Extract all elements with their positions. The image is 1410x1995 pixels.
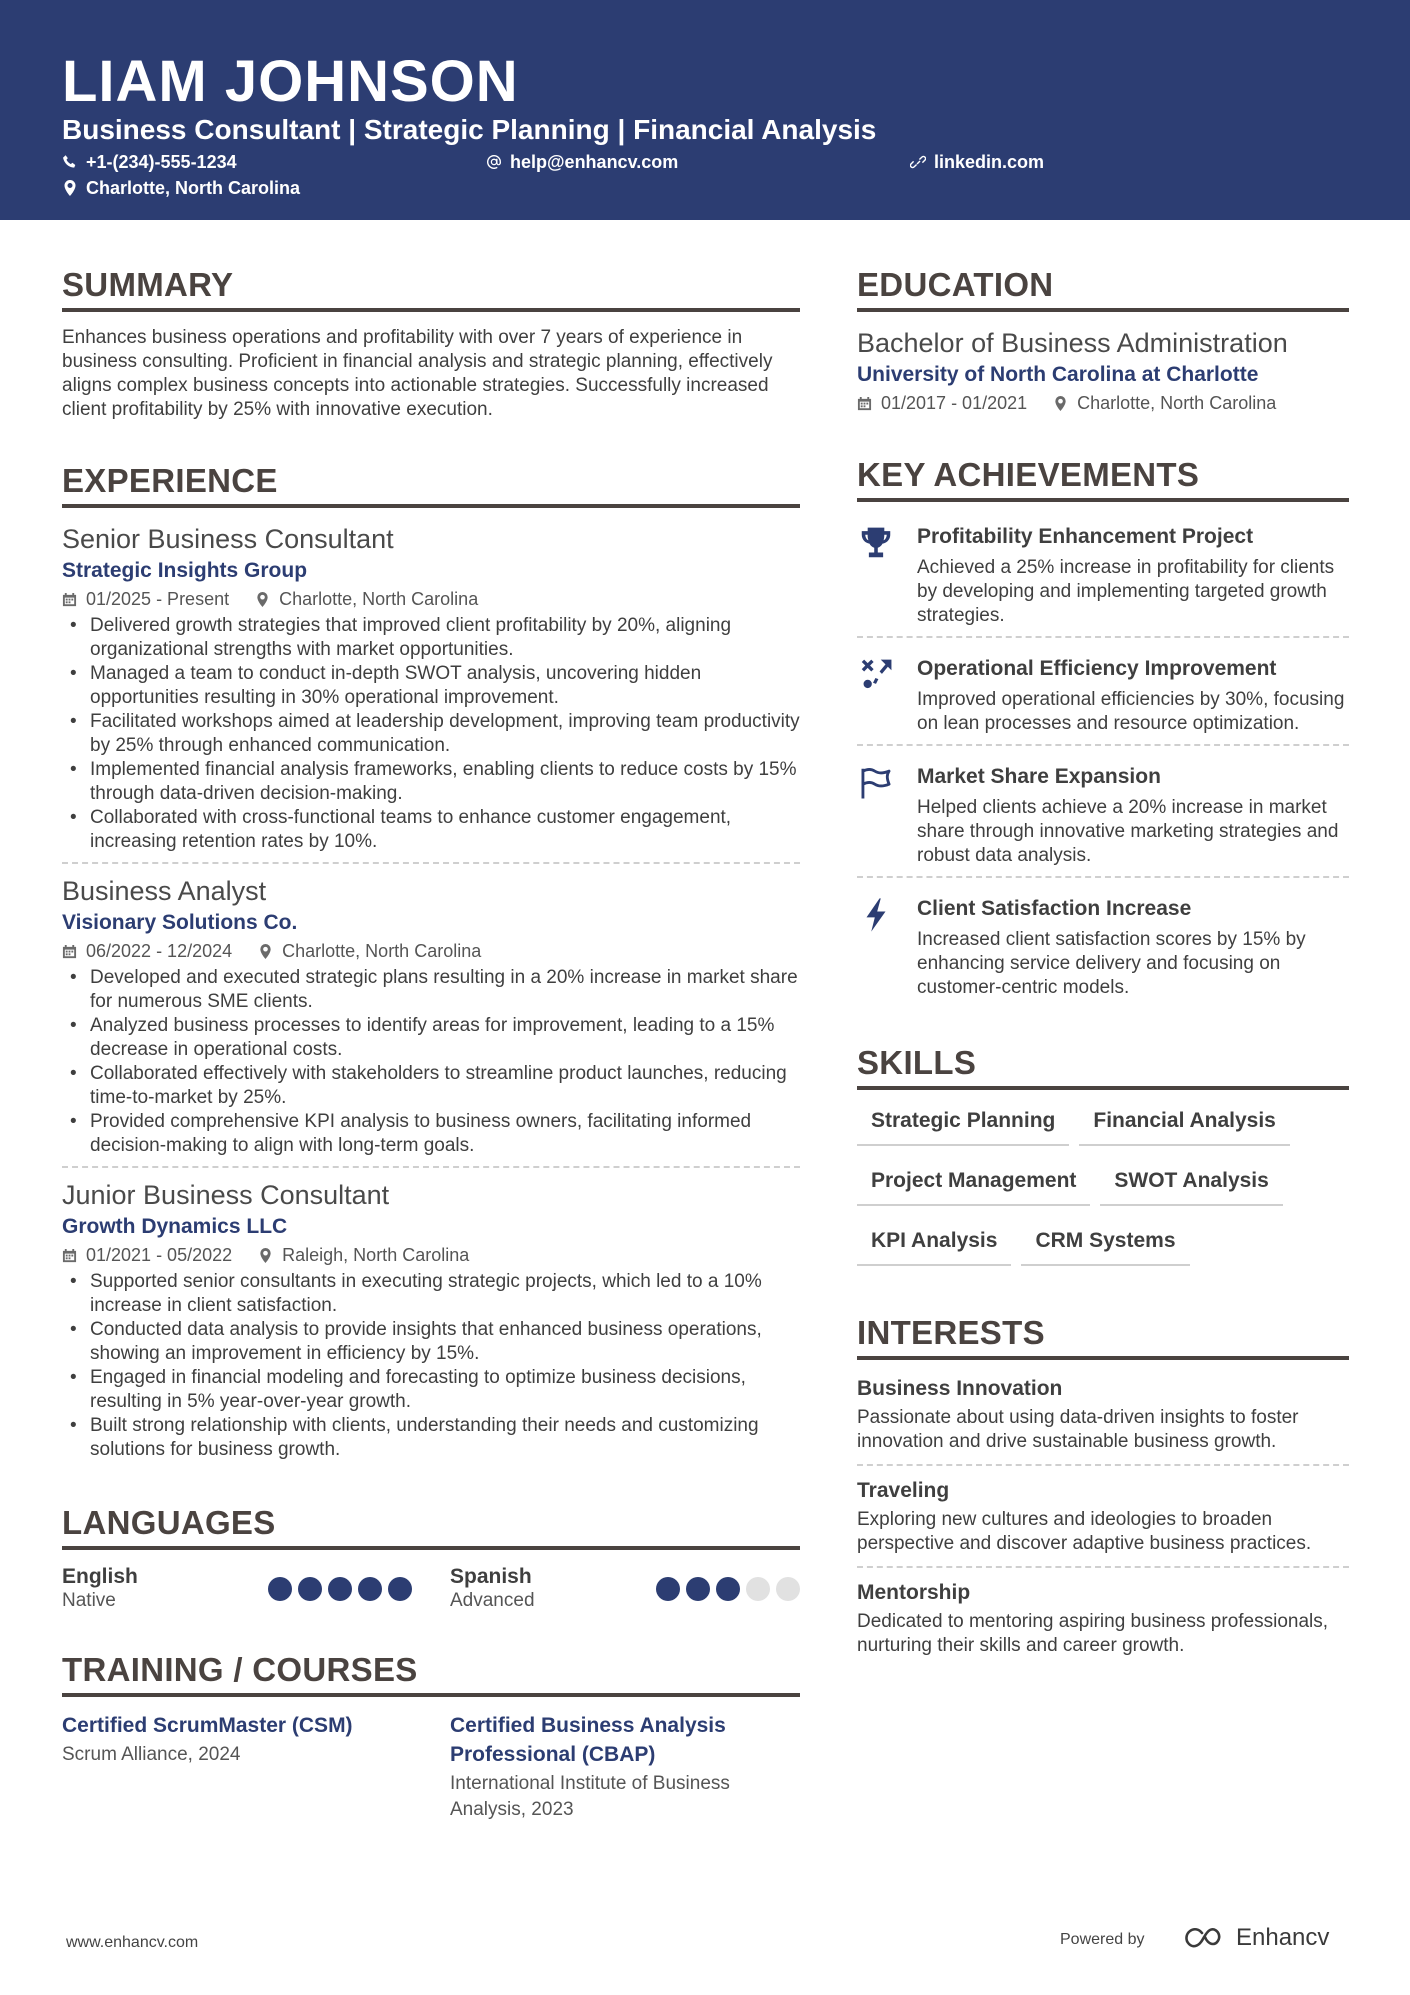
interests-heading: INTERESTS bbox=[857, 1310, 1349, 1360]
achievements-heading: KEY ACHIEVEMENTS bbox=[857, 452, 1349, 502]
location-pin-icon bbox=[258, 1248, 273, 1263]
language-rating bbox=[656, 1577, 800, 1601]
job-company: Growth Dynamics LLC bbox=[62, 1215, 288, 1238]
calendar-icon bbox=[62, 1248, 77, 1263]
achievement-desc: Increased client satisfaction scores by 15% by enhancing service delivery and focusing on customer-centric models. bbox=[917, 929, 1306, 998]
rating-dot-empty bbox=[776, 1577, 800, 1601]
language-level: Native bbox=[62, 1590, 116, 1611]
courses-list bbox=[62, 1711, 800, 1823]
language-item bbox=[450, 1564, 800, 1613]
language-name: English bbox=[62, 1565, 138, 1588]
rating-dot-filled bbox=[358, 1577, 382, 1601]
brand-logo[interactable] bbox=[1180, 1924, 1329, 1952]
skill-tag: KPI Analysis bbox=[857, 1224, 1011, 1266]
rating-dot-empty bbox=[746, 1577, 770, 1601]
summary-heading: SUMMARY bbox=[62, 262, 800, 312]
rating-dot-filled bbox=[686, 1577, 710, 1601]
language-level: Advanced bbox=[450, 1590, 535, 1611]
job-location: Raleigh, North Carolina bbox=[282, 1245, 470, 1265]
enhancv-logo-icon bbox=[1180, 1925, 1228, 1951]
rating-dot-filled bbox=[716, 1577, 740, 1601]
course-item bbox=[450, 1711, 800, 1823]
interest-item bbox=[857, 1476, 1349, 1568]
resume-header bbox=[0, 0, 1410, 220]
candidate-title: Business Consultant | Strategic Planning | Financial Analysis bbox=[62, 114, 877, 145]
job-role: Junior Business Consultant bbox=[62, 1180, 390, 1210]
trophy-icon bbox=[857, 524, 895, 562]
achievement-desc: Improved operational efficiencies by 30%, focusing on lean processes and resource optimization. bbox=[917, 689, 1345, 734]
languages-heading: LANGUAGES bbox=[62, 1500, 800, 1550]
course-title: Certified ScrumMaster (CSM) bbox=[62, 1714, 353, 1737]
education-degree: Bachelor of Business Administration bbox=[857, 328, 1288, 358]
experience-heading: EXPERIENCE bbox=[62, 458, 800, 508]
achievement-title: Client Satisfaction Increase bbox=[917, 897, 1192, 920]
achievement-title: Market Share Expansion bbox=[917, 765, 1161, 788]
interest-desc: Passionate about using data-driven insights to foster innovation and drive sustainable business growth. bbox=[857, 1407, 1299, 1452]
interest-title: Business Innovation bbox=[857, 1377, 1063, 1400]
job-bullet: • Implemented financial analysis frameworks, enabling clients to reduce costs by 15% through data-driven decision-making. bbox=[62, 758, 800, 806]
location-pin-icon bbox=[255, 592, 270, 607]
job-role: Senior Business Consultant bbox=[62, 524, 394, 554]
brand-name: Enhancv bbox=[1236, 1924, 1330, 1951]
course-provider: International Institute of Business Analysis, 2023 bbox=[450, 1773, 730, 1820]
achievement-desc: Achieved a 25% increase in profitability for clients by developing and implementing targeted growth strategies. bbox=[917, 557, 1335, 626]
education-meta bbox=[857, 390, 1349, 416]
achievement-item bbox=[857, 756, 1349, 878]
job-location: Charlotte, North Carolina bbox=[282, 941, 482, 961]
skill-tag: Strategic Planning bbox=[857, 1104, 1069, 1146]
rating-dot-filled bbox=[656, 1577, 680, 1601]
flag-icon bbox=[857, 764, 895, 802]
job-bullet: • Collaborated effectively with stakeholders to streamline product launches, reducing time-to-market by 25%. bbox=[62, 1062, 800, 1110]
job-dates: 01/2021 - 05/2022 bbox=[86, 1245, 233, 1265]
location-pin-icon bbox=[258, 944, 273, 959]
job-bullet: • Developed and executed strategic plans resulting in a 20% increase in market share for numerous SME clients. bbox=[62, 966, 800, 1014]
job-bullets bbox=[62, 614, 800, 854]
interest-title: Traveling bbox=[857, 1479, 950, 1502]
lightning-icon bbox=[857, 896, 895, 934]
achievement-title: Profitability Enhancement Project bbox=[917, 525, 1254, 548]
location-pin-icon bbox=[62, 180, 78, 196]
languages-list bbox=[62, 1564, 800, 1613]
powered-by-label: Powered by bbox=[1060, 1931, 1145, 1948]
interest-desc: Dedicated to mentoring aspiring business professionals, nurturing their skills and career growth. bbox=[857, 1611, 1329, 1656]
course-provider: Scrum Alliance, 2024 bbox=[62, 1744, 241, 1765]
job-company: Visionary Solutions Co. bbox=[62, 911, 298, 934]
skill-tag: CRM Systems bbox=[1021, 1224, 1189, 1266]
job-bullet: • Collaborated with cross-functional teams to enhance customer engagement, increasing retention rates by 10%. bbox=[62, 806, 800, 854]
course-item bbox=[62, 1711, 412, 1823]
language-name: Spanish bbox=[450, 1565, 532, 1588]
phone-icon bbox=[62, 154, 78, 170]
strategy-icon bbox=[857, 656, 895, 694]
skills-list bbox=[857, 1104, 1349, 1266]
contact-location bbox=[62, 177, 300, 199]
job-bullet: • Built strong relationship with clients, understanding their needs and customizing solutions for business growth. bbox=[62, 1414, 800, 1462]
education-dates: 01/2017 - 01/2021 bbox=[881, 393, 1028, 413]
job-bullets bbox=[62, 1270, 800, 1462]
footer-url[interactable]: www.enhancv.com bbox=[66, 1934, 199, 1951]
job-bullet: • Managed a team to conduct in-depth SWOT analysis, uncovering hidden opportunities resulting in 30% operational improvement. bbox=[62, 662, 800, 710]
job-meta bbox=[62, 586, 800, 612]
link-icon bbox=[910, 154, 926, 170]
training-heading: TRAINING / COURSES bbox=[62, 1647, 800, 1697]
achievement-title: Operational Efficiency Improvement bbox=[917, 657, 1277, 680]
at-icon bbox=[486, 154, 502, 170]
job-bullet: • Engaged in financial modeling and forecasting to optimize business decisions, resulting in 5% year-over-year growth. bbox=[62, 1366, 800, 1414]
interest-title: Mentorship bbox=[857, 1581, 971, 1604]
right-column bbox=[857, 262, 1349, 1678]
rating-dot-filled bbox=[328, 1577, 352, 1601]
skill-tag: Financial Analysis bbox=[1079, 1104, 1289, 1146]
job-meta bbox=[62, 1242, 800, 1268]
contact-linkedin[interactable] bbox=[910, 151, 1044, 173]
skill-tag: SWOT Analysis bbox=[1100, 1164, 1282, 1206]
job-entry bbox=[62, 1178, 800, 1470]
rating-dot-filled bbox=[298, 1577, 322, 1601]
education-location: Charlotte, North Carolina bbox=[1077, 393, 1277, 413]
job-dates: 01/2025 - Present bbox=[86, 589, 230, 609]
location-pin-icon bbox=[1053, 396, 1068, 411]
rating-dot-filled bbox=[268, 1577, 292, 1601]
job-meta bbox=[62, 938, 800, 964]
candidate-name: LIAM JOHNSON bbox=[62, 49, 519, 114]
interest-item bbox=[857, 1578, 1349, 1668]
job-dates: 06/2022 - 12/2024 bbox=[86, 941, 233, 961]
achievement-desc: Helped clients achieve a 20% increase in market share through innovative marketing strategies and robust data analysis. bbox=[917, 797, 1339, 866]
contact-email[interactable] bbox=[486, 151, 678, 173]
email-text: help@enhancv.com bbox=[510, 152, 679, 172]
course-title: Certified Business Analysis Professional (CBAP) bbox=[450, 1714, 726, 1766]
achievement-item bbox=[857, 516, 1349, 638]
education-heading: EDUCATION bbox=[857, 262, 1349, 312]
calendar-icon bbox=[62, 592, 77, 607]
location-text: Charlotte, North Carolina bbox=[86, 178, 301, 198]
contact-phone[interactable] bbox=[62, 151, 237, 173]
job-bullet: • Supported senior consultants in executing strategic projects, which led to a 10% increase in client satisfaction. bbox=[62, 1270, 800, 1318]
interest-item bbox=[857, 1374, 1349, 1466]
achievement-item bbox=[857, 888, 1349, 1008]
job-bullet: • Analyzed business processes to identify areas for improvement, leading to a 15% decrease in operational costs. bbox=[62, 1014, 800, 1062]
interest-desc: Exploring new cultures and ideologies to broaden perspective and discover adaptive business practices. bbox=[857, 1509, 1312, 1554]
summary-text: Enhances business operations and profitability with over 7 years of experience in business consulting. Proficient in financial analysis and strategic planning, effectively aligns complex business concepts into actionable strategies. Successfully increased client profitability by 25% with innovative execution. bbox=[62, 327, 773, 420]
language-item bbox=[62, 1564, 412, 1613]
job-company: Strategic Insights Group bbox=[62, 559, 308, 582]
job-bullet: • Facilitated workshops aimed at leadership development, improving team productivity by 25% through enhanced communication. bbox=[62, 710, 800, 758]
skill-tag: Project Management bbox=[857, 1164, 1090, 1206]
job-bullet: • Delivered growth strategies that improved client profitability by 20%, aligning organizational strengths with market opportunities. bbox=[62, 614, 800, 662]
phone-text: +1-(234)-555-1234 bbox=[86, 152, 237, 172]
rating-dot-filled bbox=[388, 1577, 412, 1601]
skills-heading: SKILLS bbox=[857, 1040, 1349, 1090]
left-column bbox=[62, 262, 800, 1823]
calendar-icon bbox=[857, 396, 872, 411]
job-bullet: • Provided comprehensive KPI analysis to business owners, facilitating informed decision-making to align with long-term goals. bbox=[62, 1110, 800, 1158]
linkedin-text: linkedin.com bbox=[934, 152, 1045, 172]
job-entry bbox=[62, 874, 800, 1168]
job-location: Charlotte, North Carolina bbox=[279, 589, 479, 609]
achievement-item bbox=[857, 648, 1349, 746]
job-role: Business Analyst bbox=[62, 876, 267, 906]
job-bullet: • Conducted data analysis to provide insights that enhanced business operations, showing an improvement in efficiency by 15%. bbox=[62, 1318, 800, 1366]
job-bullets bbox=[62, 966, 800, 1158]
calendar-icon bbox=[62, 944, 77, 959]
language-rating bbox=[268, 1577, 412, 1601]
education-school: University of North Carolina at Charlotte bbox=[857, 363, 1259, 386]
job-entry bbox=[62, 522, 800, 864]
